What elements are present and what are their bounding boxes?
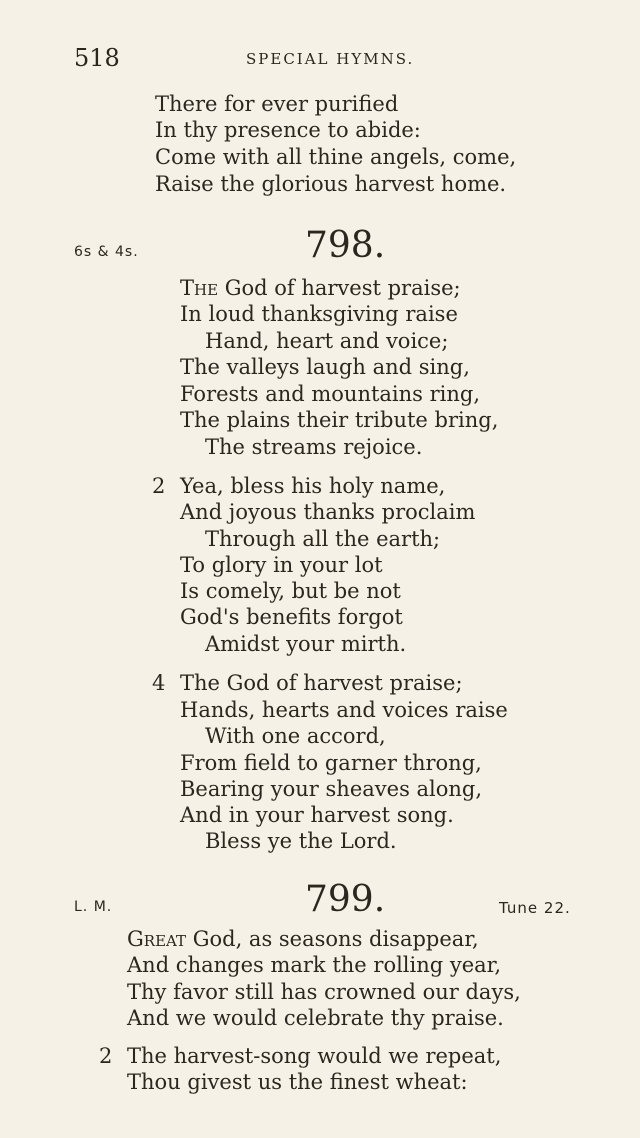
- verse-line: In loud thanksgiving raise: [180, 302, 458, 326]
- verse-line: Raise the glorious harvest home.: [155, 172, 507, 196]
- page-number: 518: [74, 44, 120, 72]
- hymn-799-meter: L. M.: [74, 899, 113, 915]
- verse-line: And in your harvest song.: [180, 803, 454, 827]
- verse-line: There for ever purified: [155, 92, 399, 116]
- verse-line: And joyous thanks proclaim: [180, 500, 476, 524]
- verse-text: God, as seasons disappear,: [186, 927, 479, 951]
- first-word: The: [180, 276, 219, 300]
- verse-line: The valleys laugh and sing,: [180, 355, 470, 379]
- hymn-798-number: 798.: [305, 225, 386, 266]
- verse-line: The streams rejoice.: [205, 435, 423, 459]
- verse-line: Bless ye the Lord.: [205, 829, 397, 853]
- stanza-number: 4: [152, 671, 166, 695]
- verse-line: Thy favor still has crowned our days,: [127, 980, 521, 1004]
- hymn-799-tune: Tune 22.: [499, 899, 571, 917]
- hymn-798-meter: 6s & 4s.: [74, 244, 139, 260]
- stanza-number: 2: [152, 474, 166, 498]
- hymn-799-number: 799.: [305, 879, 386, 920]
- verse-line: To glory in your lot: [180, 553, 383, 577]
- verse-line: God's benefits forgot: [180, 605, 403, 629]
- verse-line: And changes mark the rolling year,: [127, 953, 502, 977]
- running-head: SPECIAL HYMNS.: [246, 50, 415, 68]
- verse-line: Through all the earth;: [205, 527, 441, 551]
- verse-text: God of harvest praise;: [218, 276, 461, 300]
- verse-line: Is comely, but be not: [180, 579, 401, 603]
- verse-line: The God of harvest praise;: [180, 671, 463, 695]
- verse-line: The harvest-song would we repeat,: [127, 1044, 502, 1068]
- verse-line: With one accord,: [205, 724, 386, 748]
- verse-line: The plains their tribute bring,: [180, 408, 499, 432]
- verse-line: Hand, heart and voice;: [205, 329, 449, 353]
- verse-line: In thy presence to abide:: [155, 118, 421, 142]
- verse-line: [127, 926, 479, 952]
- verse-line: Bearing your sheaves along,: [180, 777, 483, 801]
- verse-line: Hands, hearts and voices raise: [180, 698, 508, 722]
- verse-line: Thou givest us the finest wheat:: [127, 1070, 468, 1094]
- first-word: Great: [127, 927, 187, 951]
- verse-line: Come with all thine angels, come,: [155, 145, 517, 169]
- verse-line: Forests and mountains ring,: [180, 382, 481, 406]
- verse-line: Yea, bless his holy name,: [180, 474, 446, 498]
- verse-line: And we would celebrate thy praise.: [127, 1006, 504, 1030]
- verse-line: [180, 275, 461, 301]
- verse-line: From field to garner throng,: [180, 751, 482, 775]
- stanza-number: 2: [99, 1044, 113, 1068]
- page-header: [74, 44, 430, 74]
- verse-line: Amidst your mirth.: [205, 632, 407, 656]
